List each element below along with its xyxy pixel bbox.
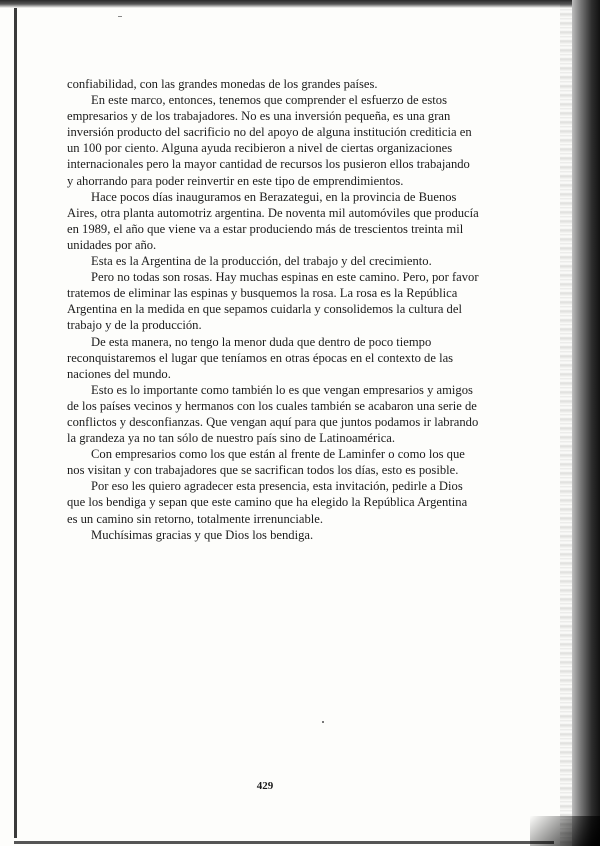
paragraph: De esta manera, no tengo la menor duda que dentro de poco tiempo reconquistaremos el lugar que teníamos en otras épocas en el contexto de las naciones del mundo.	[67, 334, 454, 381]
paragraph: Por eso les quiero agradecer esta presencia, esta invitación, pedirle a Dios que los bendiga y sepan que este camino que ha elegido la República Argentina es un camino sin retorno, totalmente irrenunciable.	[67, 479, 468, 526]
scan-top-edge	[0, 0, 600, 8]
paragraph: Con empresarios como los que están al frente de Laminfer o como los que nos visitan y con trabajadores que se sacrifican todos los días, esto es posible.	[67, 447, 465, 478]
paragraph-continuation: confiabilidad, con las grandes monedas de los grandes países.	[67, 77, 378, 91]
body-text	[67, 76, 479, 543]
page-number: 429	[256, 780, 274, 792]
scan-right-edge	[572, 0, 600, 846]
paragraph: Esto es lo importante como también lo es que vengan empresarios y amigos de los países vecinos y hermanos con los cuales también se acabaron una serie de conflictos y desconfianzas. Que vengan aquí para que juntos podamos ir labrando la grandeza ya no tan sólo de nuestro país sino de Latinoamérica.	[67, 382, 479, 446]
scan-left-edge	[14, 8, 17, 838]
paragraph: Hace pocos días inauguramos en Berazategui, en la provincia de Buenos Aires, otra planta automotriz argentina. De noventa mil automóviles que producía en 1989, el año que viene va a estar produciendo más de trescientos treinta mil unidades por año.	[67, 189, 479, 252]
paragraph: En este marco, entonces, tenemos que comprender el esfuerzo de estos empresarios y de los trabajadores. No es una inversión pequeña, es una gran inversión producto del sacrificio no del apoyo de alguna institución crediticia en un 100 por ciento. Alguna ayuda recibieron a nivel de ciertas organizaciones internacionales pero la mayor cantidad de recursos los pusieron ellos trabajando y ahorrando para poder reinvertir en este tipo de emprendimientos.	[67, 93, 472, 188]
scan-speck	[322, 721, 324, 723]
scan-bottom-edge	[14, 841, 554, 844]
scan-right-speckle	[560, 0, 572, 846]
scan-corner-shadow	[530, 816, 600, 846]
paragraph: Esta es la Argentina de la producción, del trabajo y del crecimiento.	[91, 254, 432, 269]
paragraph-closing: Muchísimas gracias y que Dios los bendiga.	[91, 527, 314, 542]
paragraph: Pero no todas son rosas. Hay muchas espinas en este camino. Pero, por favor tratemos de eliminar las espinas y busquemos la rosa. La rosa es la República Argentina en la medida en que sepamos cuidarla y consolidemos la cultura del trabajo y de la producción.	[67, 270, 479, 333]
scan-mark	[118, 16, 122, 17]
